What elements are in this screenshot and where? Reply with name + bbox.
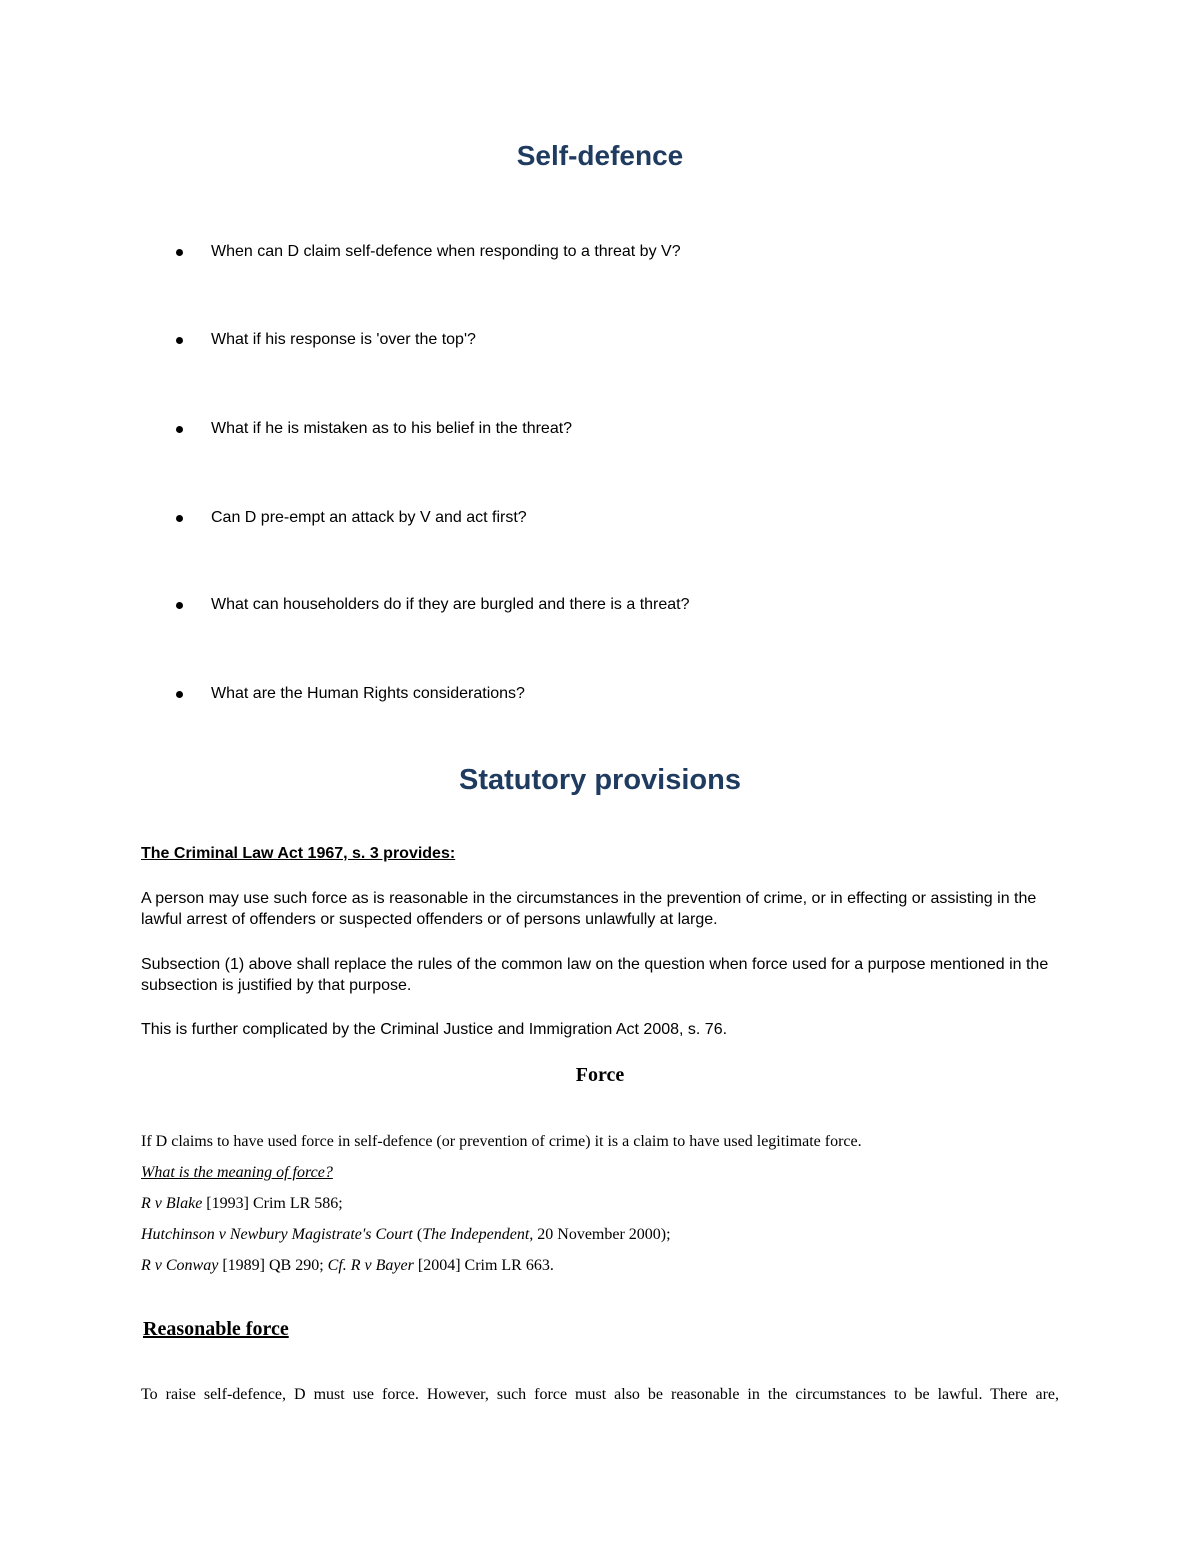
list-item (176, 596, 690, 614)
case-citation (141, 1195, 343, 1213)
case-name: Cf. R v Bayer (327, 1257, 414, 1274)
bullet-text: What are the Human Rights considerations? (211, 685, 525, 702)
case-reference: [1993] Crim LR 586; (202, 1195, 343, 1212)
bullet-icon (176, 426, 183, 433)
statute-paragraph-3: This is further complicated by the Criminal Justice and Immigration Act 2008, s. 76. (141, 1021, 728, 1038)
case-reference: [1989] QB 290; (218, 1257, 328, 1274)
list-item (176, 243, 681, 261)
case-name: Hutchinson v Newbury Magistrate's Court (141, 1226, 413, 1243)
list-item (176, 685, 525, 703)
bullet-icon (176, 515, 183, 522)
reasonable-force-paragraph: To raise self-defence, D must use force. However, such force must also be reasonable in the circumstances to be lawful. There are, (141, 1386, 1059, 1403)
bullet-icon (176, 337, 183, 344)
case-citation (141, 1226, 671, 1244)
bullet-icon (176, 249, 183, 256)
list-item (176, 331, 476, 349)
bullet-text: What if his response is 'over the top'? (211, 331, 476, 348)
case-reference: 20 November 2000); (533, 1226, 671, 1243)
case-reference: ( (412, 1226, 423, 1243)
statute-subheading: The Criminal Law Act 1967, s. 3 provides: (141, 845, 456, 862)
bullet-text: When can D claim self-defence when responding to a threat by V? (211, 243, 681, 260)
bullet-icon (176, 691, 183, 698)
case-reference: [2004] Crim LR 663. (413, 1257, 554, 1274)
section-heading-force: Force (575, 1064, 625, 1086)
statute-paragraph-2: Subsection (1) above shall replace the rules of the common law on the question when force used for a purpose mentioned in the subsection is justified by that purpose. (141, 956, 1049, 994)
list-item (176, 420, 572, 438)
page-title: Self-defence (516, 140, 684, 171)
section-heading-statutory: Statutory provisions (459, 764, 741, 796)
statute-paragraph-1: A person may use such force as is reasonable in the circumstances in the prevention of crime, or in effecting or assisting in the lawful arrest of offenders or suspected offenders or of persons unlawfully at large. (141, 890, 1037, 928)
newspaper-name: The Independent, (422, 1226, 534, 1243)
case-name: R v Conway (141, 1257, 219, 1274)
force-question: What is the meaning of force? (141, 1164, 333, 1181)
bullet-text: What can householders do if they are burgled and there is a threat? (211, 596, 690, 613)
section-heading-reasonable-force: Reasonable force (143, 1318, 289, 1340)
list-item (176, 509, 527, 527)
bullet-text: What if he is mistaken as to his belief in the threat? (211, 420, 573, 437)
force-intro: If D claims to have used force in self-defence (or prevention of crime) it is a claim to have used legitimate force. (141, 1133, 862, 1150)
case-citation (141, 1257, 554, 1275)
bullet-text: Can D pre-empt an attack by V and act first? (211, 509, 527, 526)
bullet-icon (176, 602, 183, 609)
case-name: R v Blake (141, 1195, 203, 1212)
